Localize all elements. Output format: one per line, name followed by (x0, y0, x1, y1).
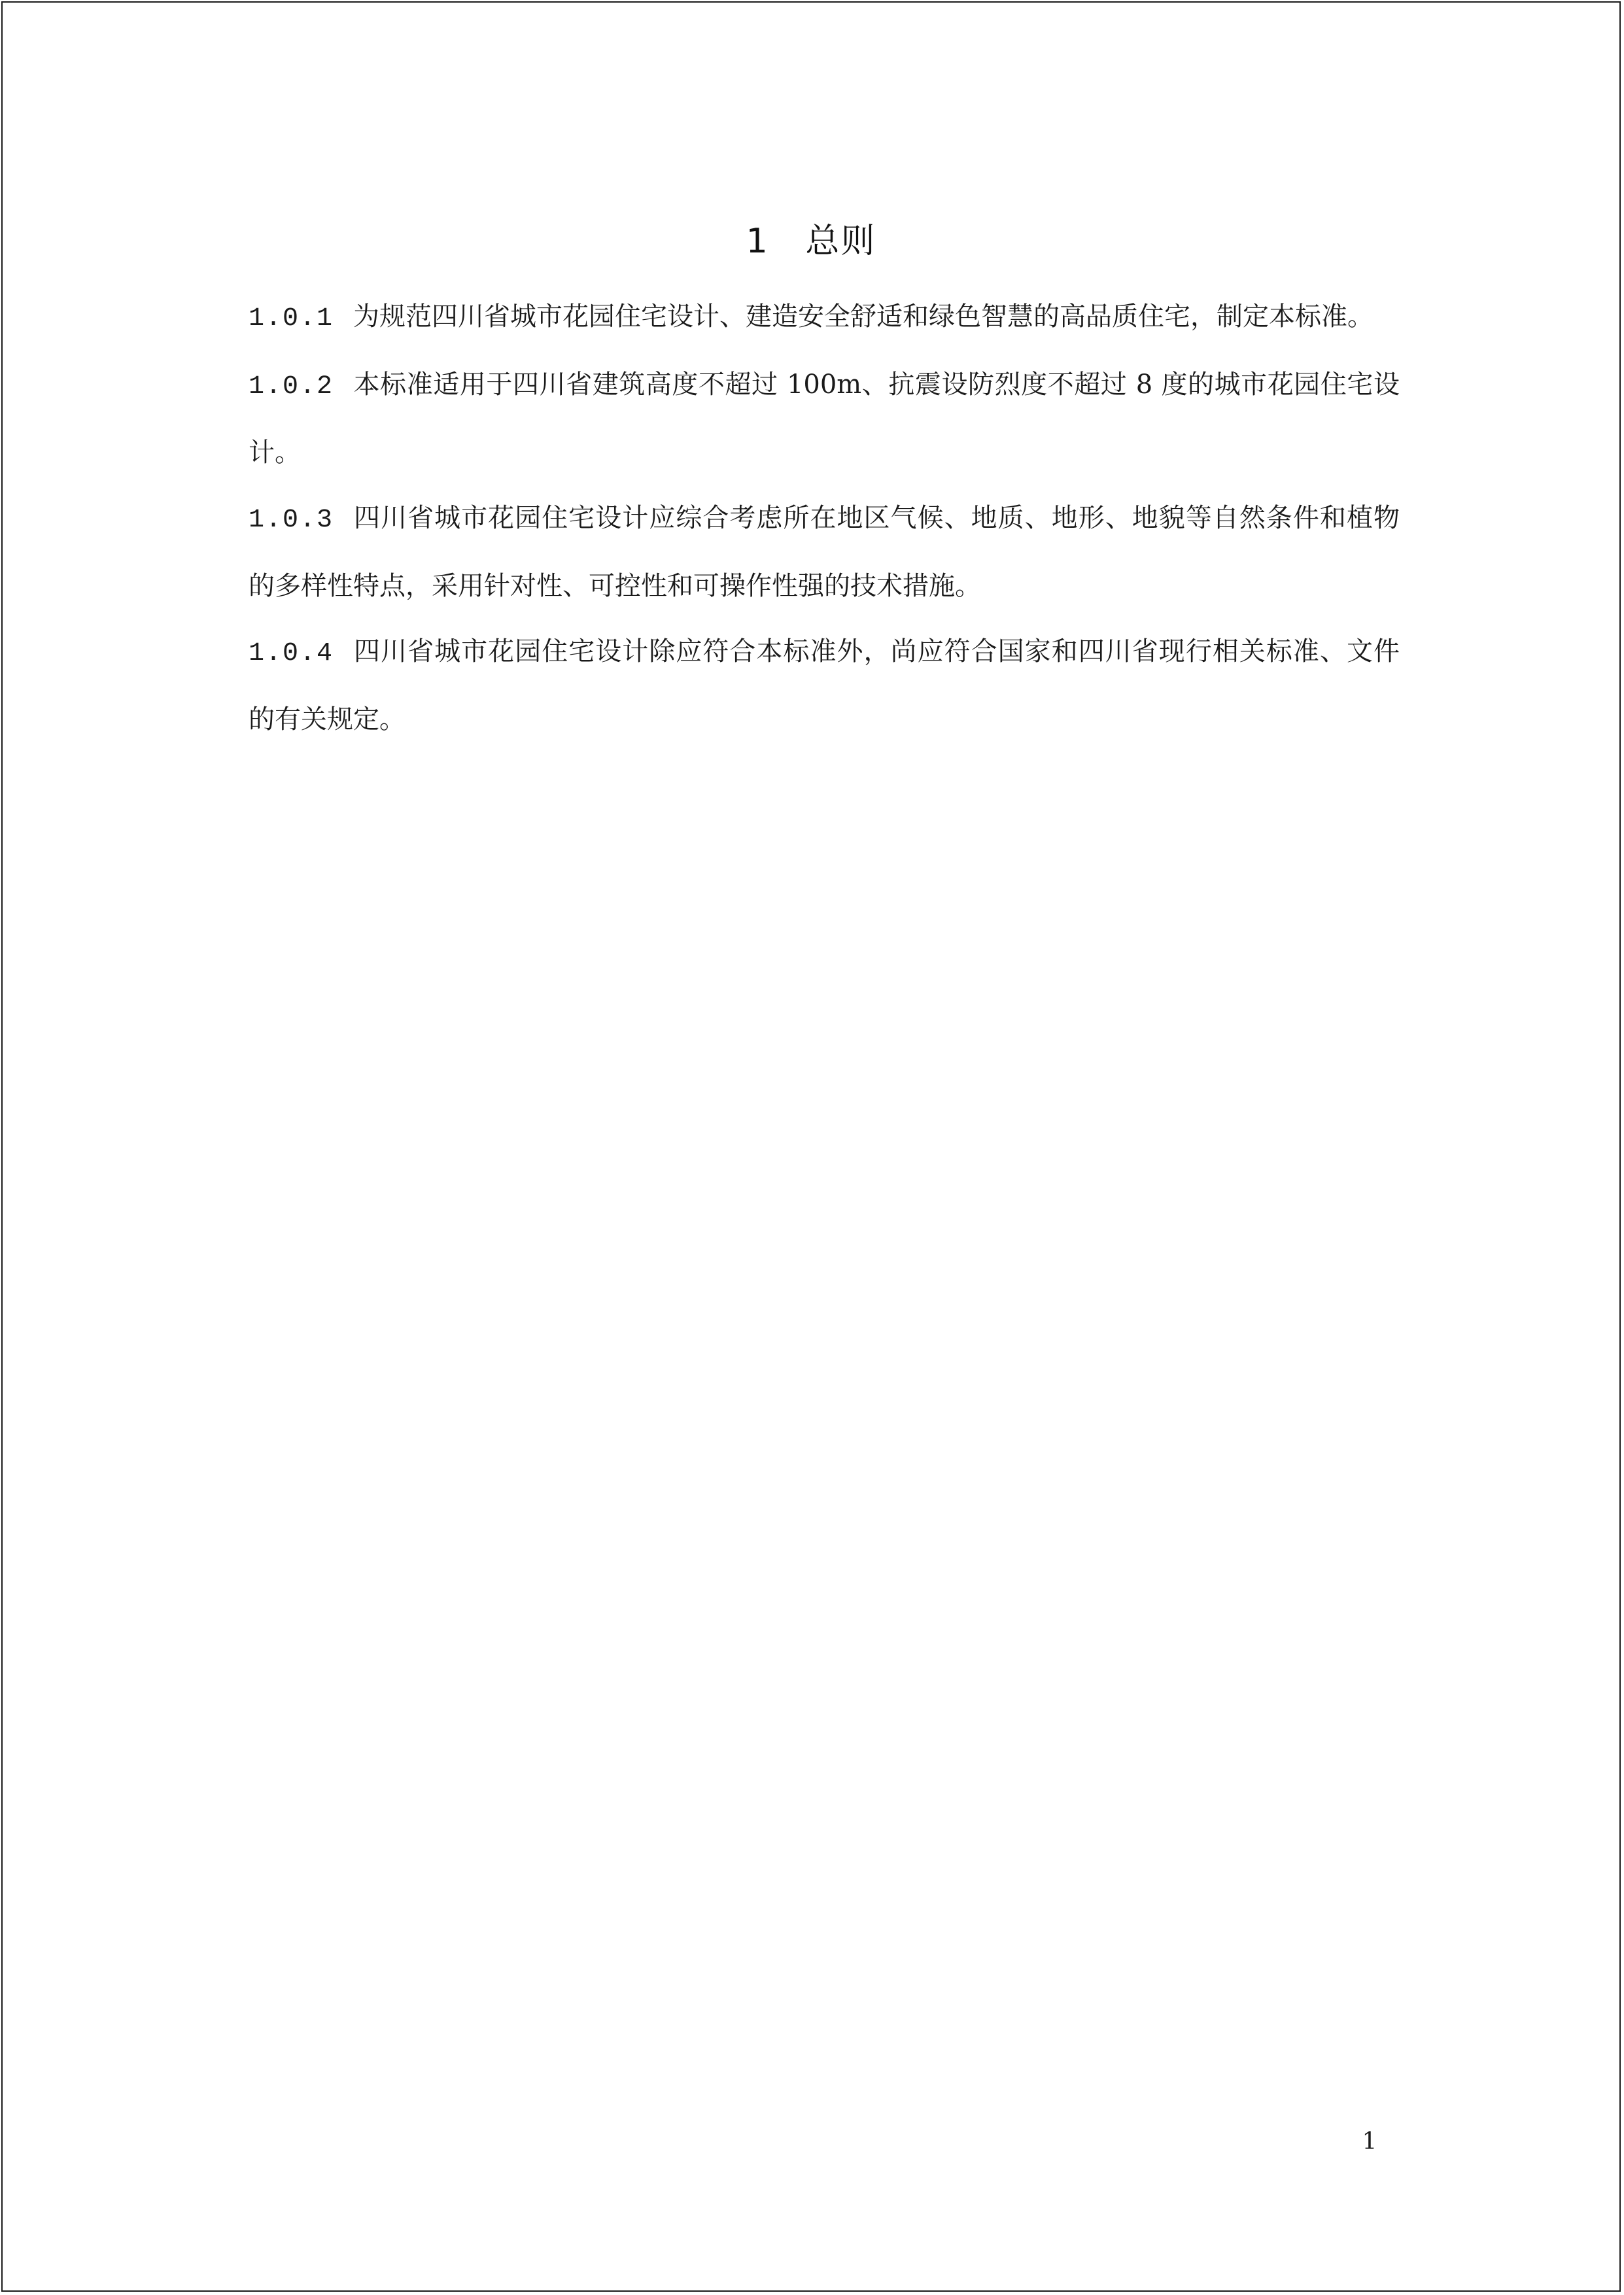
document-page (1, 1, 1621, 2292)
chapter-number: 1 (746, 222, 769, 261)
clause-1-0-3 (249, 485, 1400, 619)
clause-1-0-1 (249, 284, 1400, 352)
clause-text: 四川省城市花园住宅设计除应符合本标准外，尚应符合国家和四川省现行相关标准、文件的有关规定。 (249, 636, 1400, 734)
clause-text: 本标准适用于四川省建筑高度不超过 100m、抗震设防烈度不超过 8 度的城市花园住宅设计。 (249, 370, 1400, 468)
clause-number: 1.0.2 (249, 372, 334, 402)
clause-1-0-4 (249, 619, 1400, 752)
clause-text: 为规范四川省城市花园住宅设计、建造安全舒适和绿色智慧的高品质住宅，制定本标准。 (353, 302, 1374, 332)
chapter-body (249, 284, 1400, 752)
clause-1-0-2 (249, 352, 1400, 485)
clause-number: 1.0.3 (249, 506, 334, 535)
chapter-heading: 总则 (805, 222, 876, 261)
clause-number: 1.0.1 (249, 304, 334, 334)
clause-number: 1.0.4 (249, 639, 334, 668)
page-number: 1 (1362, 2128, 1377, 2155)
chapter-title (3, 215, 1619, 267)
clause-text: 四川省城市花园住宅设计应综合考虑所在地区气候、地质、地形、地貌等自然条件和植物的多样性特点，采用针对性、可控性和可操作性强的技术措施。 (249, 503, 1400, 601)
